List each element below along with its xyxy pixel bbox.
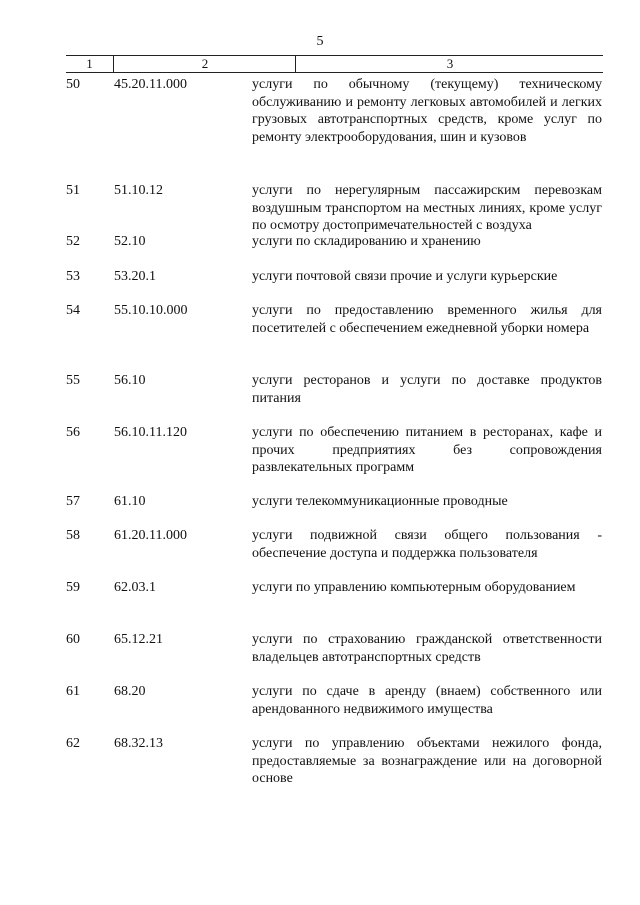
row-number: 56	[66, 425, 80, 440]
row-code: 51.10.12	[114, 183, 163, 198]
row-description: услуги подвижной связи общего пользования - обеспечение доступа и поддержка пользователя	[252, 528, 602, 561]
row-code: 68.32.13	[114, 736, 163, 751]
row-number: 55	[66, 373, 80, 388]
row-number: 60	[66, 632, 80, 647]
row-code: 65.12.21	[114, 632, 163, 647]
header-col-1: 1	[86, 56, 93, 71]
row-code: 52.10	[114, 234, 146, 249]
row-code: 45.20.11.000	[114, 77, 187, 92]
row-code: 56.10.11.120	[114, 425, 187, 440]
row-code: 55.10.10.000	[114, 303, 188, 318]
row-description: услуги по складированию и хранению	[252, 234, 481, 249]
table-header	[66, 55, 603, 73]
row-number: 50	[66, 77, 80, 92]
header-col-3: 3	[295, 56, 604, 72]
row-code: 62.03.1	[114, 580, 156, 595]
row-number: 61	[66, 684, 80, 699]
page-number: 5	[316, 34, 324, 49]
row-description: услуги по обычному (текущему) техническому обслуживанию и ремонту легковых автомобилей и легких грузовых автотранспортных средств, кроме услуг по ремонту электрооборудования, шин и кузовов	[252, 77, 602, 145]
row-number: 58	[66, 528, 80, 543]
row-description: услуги по сдаче в аренду (внаем) собственного или арендованного недвижимого имущества	[252, 684, 602, 717]
row-description: услуги по управлению компьютерным оборудованием	[252, 580, 576, 595]
row-description: услуги по страхованию гражданской ответственности владельцев автотранспортных средств	[252, 632, 602, 665]
row-number: 59	[66, 580, 80, 595]
row-code: 61.10	[114, 494, 146, 509]
row-number: 51	[66, 183, 80, 198]
row-number: 62	[66, 736, 80, 751]
header-col-2: 2	[113, 56, 296, 72]
row-description: услуги по предоставлению временного жилья для посетителей с обеспечением ежедневной уборки номера	[252, 303, 602, 336]
row-code: 61.20.11.000	[114, 528, 187, 543]
row-code: 56.10	[114, 373, 146, 388]
row-description: услуги по обеспечению питанием в ресторанах, кафе и прочих предприятиях без сопровождения развлекательных программ	[252, 425, 602, 475]
row-code: 53.20.1	[114, 269, 156, 284]
row-description: услуги почтовой связи прочие и услуги курьерские	[252, 269, 558, 284]
row-number: 52	[66, 234, 80, 249]
row-number: 57	[66, 494, 80, 509]
row-number: 53	[66, 269, 80, 284]
row-description: услуги телекоммуникационные проводные	[252, 494, 508, 509]
row-description: услуги по управлению объектами нежилого фонда, предоставляемые за вознаграждение или на договорной основе	[252, 736, 602, 786]
row-code: 68.20	[114, 684, 146, 699]
row-description: услуги по нерегулярным пассажирским перевозкам воздушным транспортом на местных линиях, кроме услуг по осмотру достопримечательностей с воздуха	[252, 183, 602, 233]
row-description: услуги ресторанов и услуги по доставке продуктов питания	[252, 373, 602, 406]
row-number: 54	[66, 303, 80, 318]
